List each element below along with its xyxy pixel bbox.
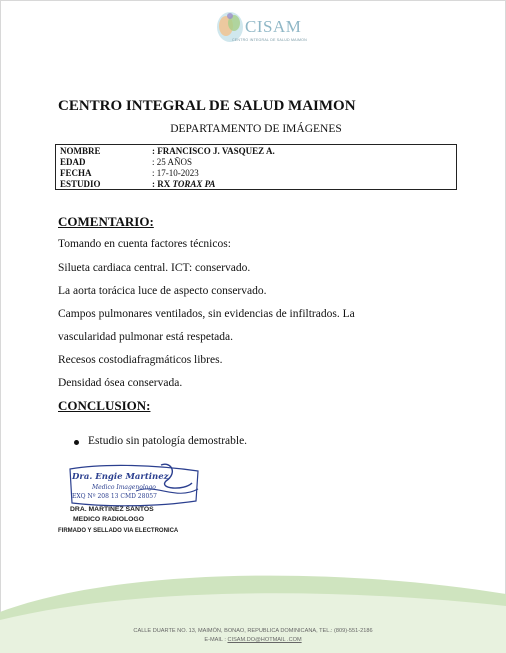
comment-line: Recesos costodiafragmáticos libres. bbox=[58, 354, 223, 366]
footer-address: CALLE DUARTE NO. 13, MAIMÓN, BONAO, REPUBLICA DOMINICANA, TEL.: (809)-551-2186 bbox=[133, 628, 373, 634]
footer-email-line bbox=[0, 637, 506, 643]
patient-study-row bbox=[60, 179, 215, 190]
conclusion-heading: CONCLUSION: bbox=[58, 398, 151, 413]
comment-line: vascularidad pulmonar está respetada. bbox=[58, 331, 233, 343]
patient-name-row bbox=[60, 146, 275, 157]
stamp-exq: EXQ Nº 208 13 CMD 28057 bbox=[72, 493, 157, 500]
stamp-name: Dra. Engie Martinez bbox=[72, 472, 169, 482]
department-label: DEPARTAMENTO DE IMÁGENES bbox=[170, 123, 342, 135]
footer-email-label: E-MAIL : bbox=[204, 637, 228, 643]
comment-line: Silueta cardiaca central. ICT: conservado. bbox=[58, 262, 251, 274]
date-value: : 17-10-2023 bbox=[152, 168, 199, 178]
doctor-name: DRA. MARTINEZ SANTOS bbox=[70, 506, 154, 513]
page-title: CENTRO INTEGRAL DE SALUD MAIMON bbox=[58, 98, 356, 114]
comment-heading: COMENTARIO: bbox=[58, 214, 154, 229]
comment-line: Campos pulmonares ventilados, sin evidencias de infiltrados. La bbox=[58, 308, 355, 320]
doctor-title: MEDICO RADIOLOGO bbox=[73, 516, 144, 523]
footer-email-link[interactable]: CISAM.DO@HOTMAIL .COM bbox=[227, 637, 302, 643]
logo-tagline: CENTRO INTEGRAL DE SALUD MAIMON bbox=[232, 38, 307, 42]
patient-info-box bbox=[55, 144, 457, 190]
study-label: ESTUDIO bbox=[60, 179, 101, 189]
logo-wordmark: CISAM bbox=[245, 17, 302, 36]
comment-line: Tomando en cuenta factores técnicos: bbox=[58, 238, 231, 250]
signature-note: FIRMADO Y SELLADO VIA ELECTRONICA bbox=[58, 528, 179, 534]
bullet-icon bbox=[74, 440, 79, 445]
comment-line: La aorta torácica luce de aspecto conservado. bbox=[58, 285, 267, 297]
age-label: EDAD bbox=[60, 157, 86, 167]
study-prefix: : RX bbox=[152, 179, 173, 189]
study-value: TORAX PA bbox=[172, 179, 216, 189]
date-label: FECHA bbox=[60, 168, 92, 178]
age-value: : 25 AÑOS bbox=[152, 157, 193, 167]
name-value: : FRANCISCO J. VASQUEZ A. bbox=[152, 146, 275, 156]
patient-date-row bbox=[60, 168, 199, 179]
patient-age-row bbox=[60, 157, 192, 168]
stamp-role: Medico Imagenologo bbox=[92, 484, 156, 491]
name-label: NOMBRE bbox=[60, 146, 101, 156]
conclusion-item: Estudio sin patología demostrable. bbox=[88, 435, 248, 447]
comment-line: Densidad ósea conservada. bbox=[58, 377, 183, 389]
